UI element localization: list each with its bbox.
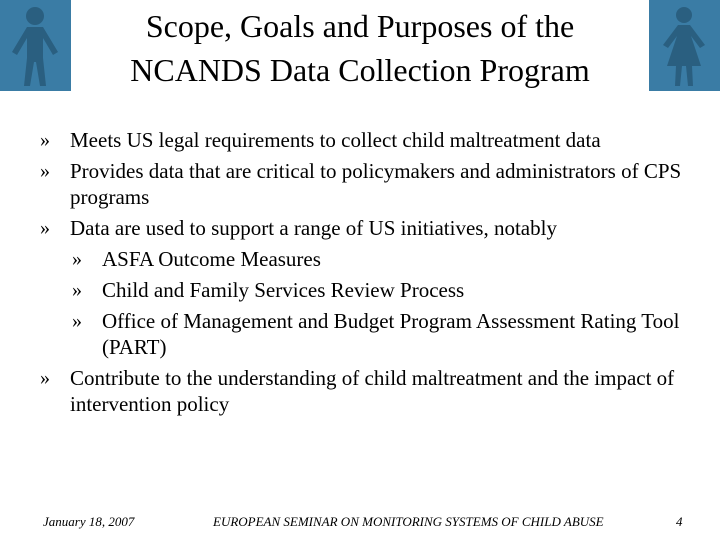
bullet-text: Data are used to support a range of US initiatives, notably	[70, 216, 557, 240]
bullet-marker: »	[72, 279, 82, 301]
slide-title-line-2: NCANDS Data Collection Program	[130, 52, 590, 88]
girl-figure-icon	[649, 0, 720, 91]
bullet-marker: »	[40, 160, 50, 182]
sub-bullet-item	[72, 308, 700, 360]
slide-title-line-1: Scope, Goals and Purposes of the	[145, 8, 575, 44]
bullet-item	[40, 365, 700, 417]
bullet-text: Meets US legal requirements to collect child maltreatment data	[70, 128, 601, 152]
sub-bullet-item	[72, 246, 700, 272]
bullet-text: ASFA Outcome Measures	[102, 247, 321, 271]
bullet-item	[40, 158, 700, 210]
page-number: 4	[676, 514, 683, 529]
footer-date: January 18, 2007	[43, 514, 135, 529]
child-figure-icon	[0, 0, 71, 91]
bullet-item	[40, 127, 700, 153]
bullet-marker: »	[40, 129, 50, 151]
bullet-text: Child and Family Services Review Process	[102, 278, 465, 302]
bullet-marker: »	[40, 217, 50, 239]
bullet-marker: »	[72, 248, 82, 270]
bullet-text: Provides data that are critical to policymakers and administrators of CPS programs	[70, 159, 682, 209]
bullet-item	[40, 215, 700, 241]
slide-title	[80, 4, 640, 92]
bullet-text: Office of Management and Budget Program Assessment Rating Tool (PART)	[102, 309, 680, 359]
footer-event-title: EUROPEAN SEMINAR ON MONITORING SYSTEMS OF CHILD ABUSE	[213, 514, 604, 529]
bullet-marker: »	[40, 367, 50, 389]
bullet-text: Contribute to the understanding of child maltreatment and the impact of intervention policy	[70, 366, 675, 416]
bullet-list	[40, 127, 700, 422]
bullet-marker: »	[72, 310, 82, 332]
sub-bullet-item	[72, 277, 700, 303]
